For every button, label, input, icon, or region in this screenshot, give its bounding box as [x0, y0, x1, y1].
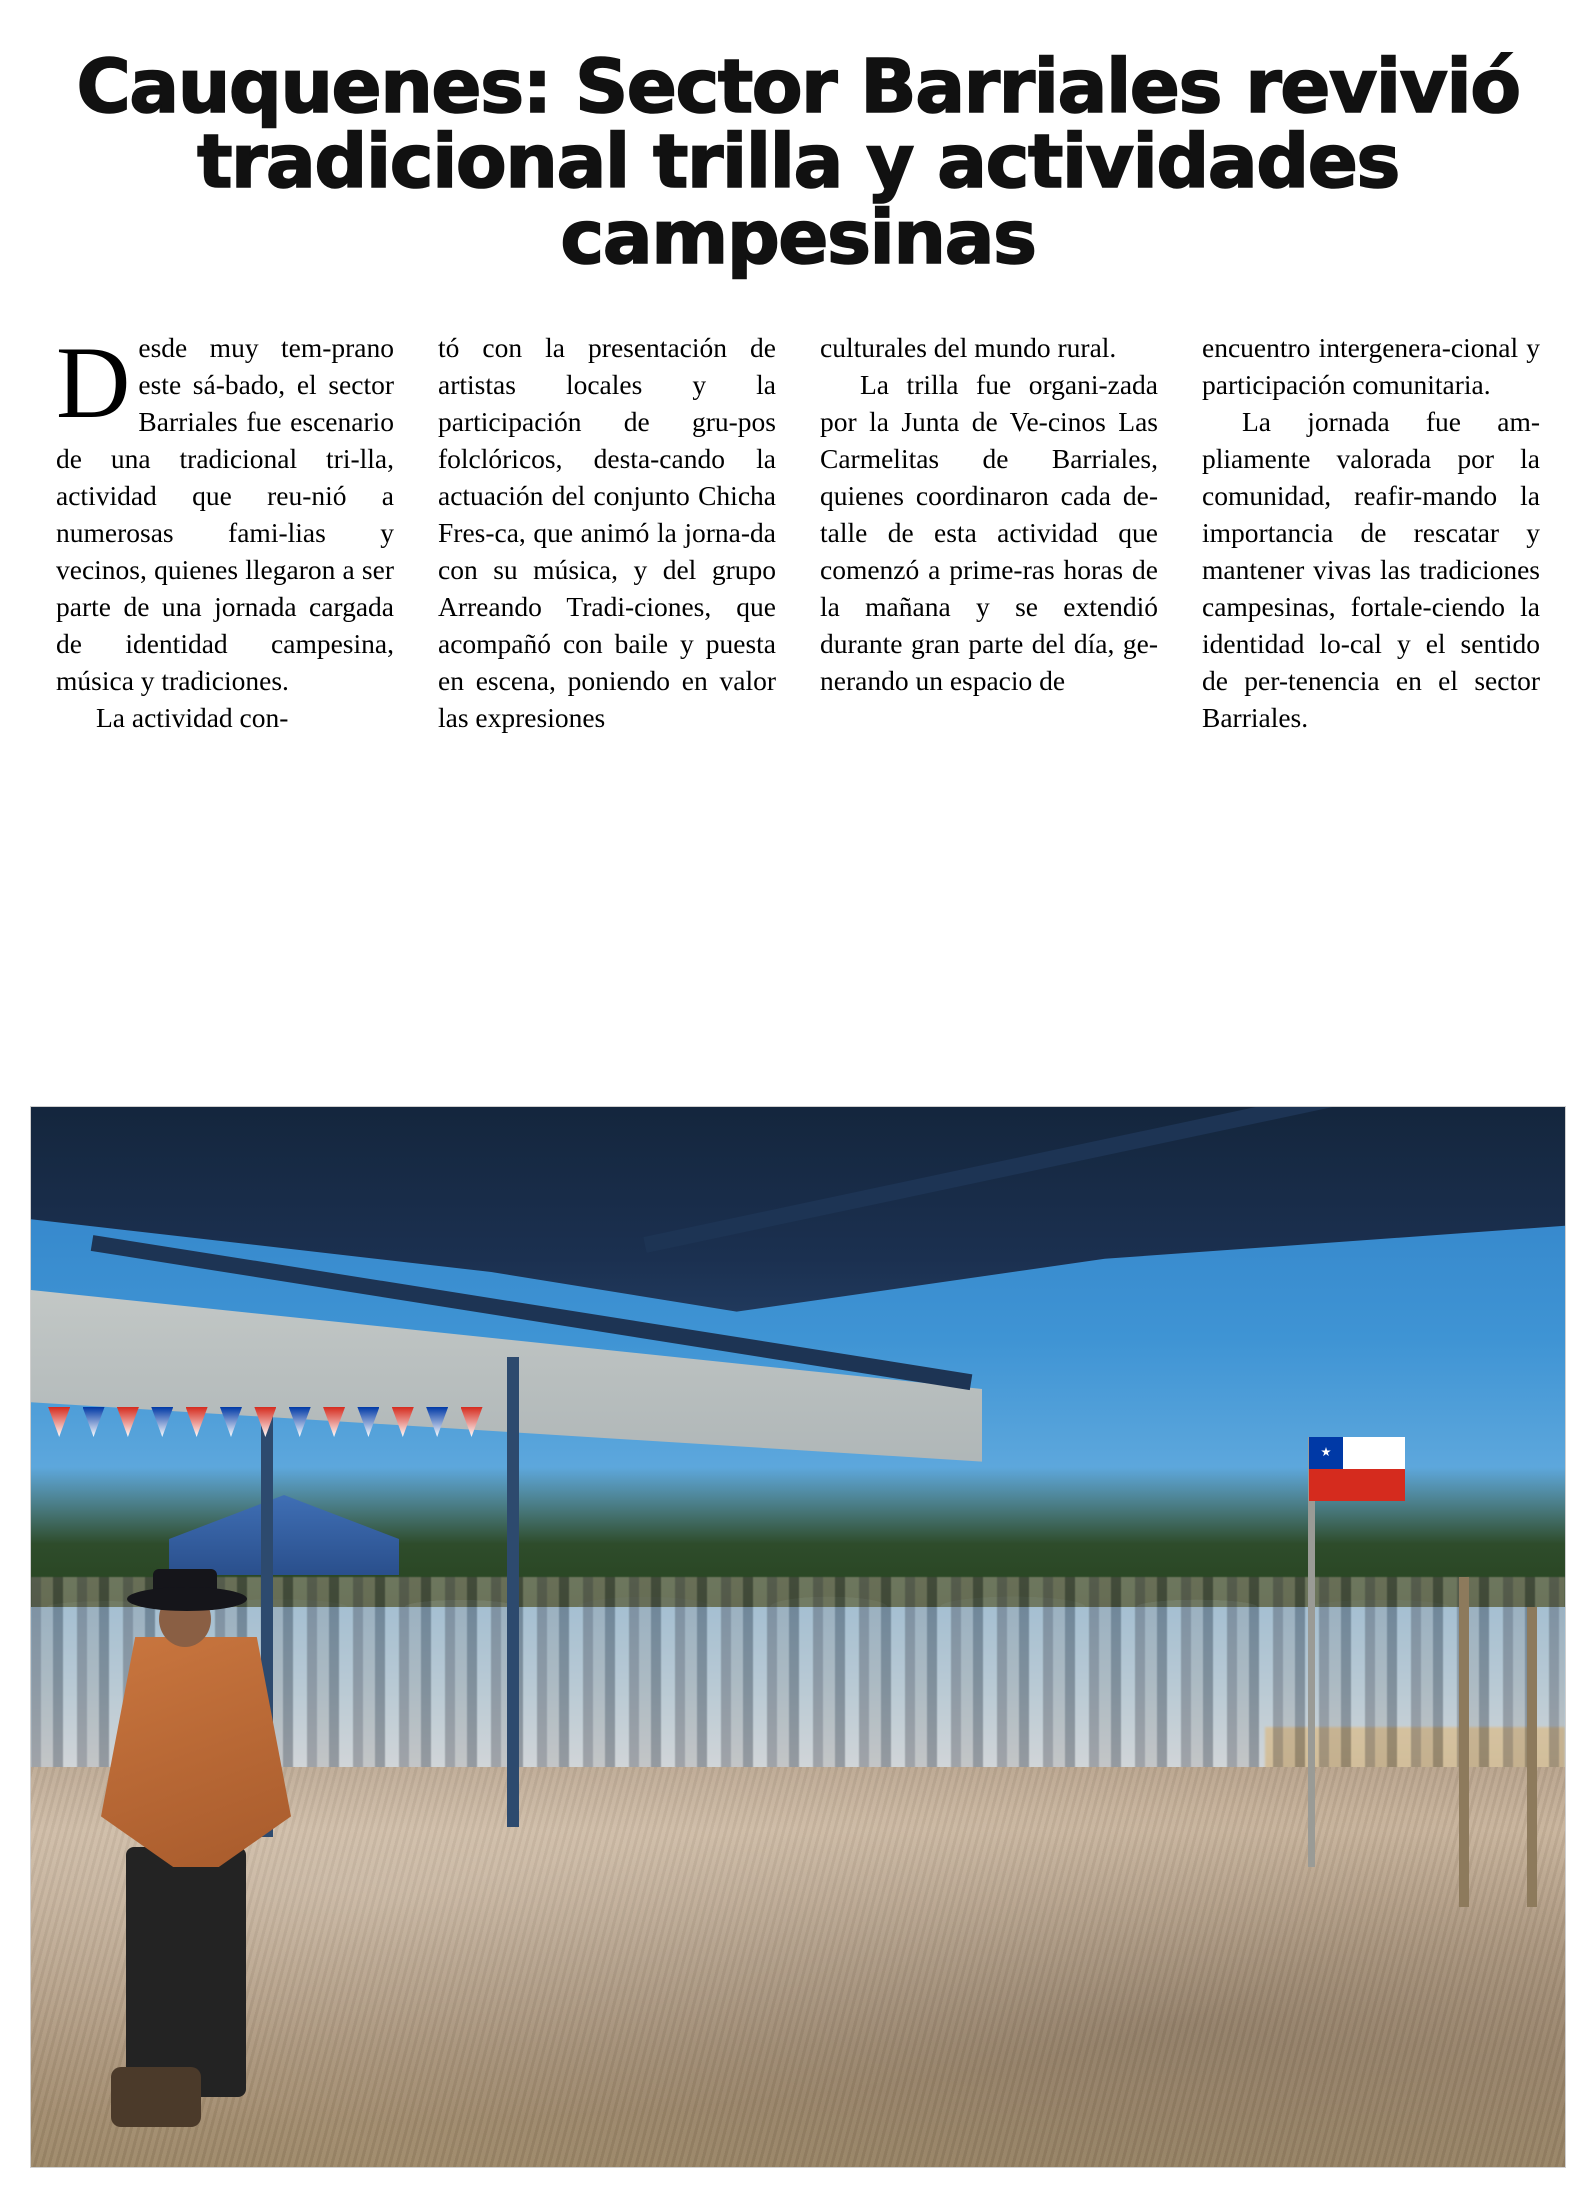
page-title — [66, 44, 1530, 281]
article-column-3 — [820, 330, 1158, 737]
headline-line-2: tradicional trilla y actividades — [197, 119, 1399, 206]
fence-post — [1459, 1577, 1469, 1907]
flag-pole — [1308, 1437, 1315, 1867]
headline-line-3: campesinas — [560, 194, 1036, 281]
paragraph-text: esde muy tem-prano este sá-bado, el sector Barriales fue escenario de una tradicional tri-lla, actividad que reu-nió a numerosas fami-lias y vecinos, quienes llegaron a ser parte de una jornada cargada de identidad campesina, música y tradiciones. — [56, 332, 394, 697]
drop-cap: D — [56, 326, 131, 441]
paragraph: encuentro intergenera-cional y participación comunitaria. — [1202, 332, 1540, 401]
article-body — [44, 326, 1552, 737]
chilean-flag — [1309, 1437, 1405, 1501]
paragraph — [56, 326, 394, 700]
article-column-2 — [438, 330, 776, 737]
paragraph: La actividad con- — [96, 702, 289, 734]
paragraph: La trilla fue organi-zada por la Junta de Ve-cinos Las Carmelitas de Barriales, quienes coordinaron cada de-talle de esta actividad que comenzó a prime-ras horas de la mañana y se extendió durante gran parte del día, ge-nerando un espacio de — [820, 369, 1158, 697]
headline-line-1: Cauquenes: Sector Barriales revivió — [76, 44, 1520, 130]
article-photo — [30, 1106, 1566, 2168]
article-column-1 — [56, 326, 394, 737]
paragraph: La jornada fue am-pliamente valorada por la comunidad, reafir-mando la importancia de rescatar y mantener vivas las tradiciones campesinas, fortale-ciendo la identidad lo-cal y el sentido de per-tenencia en el sector Barriales. — [1202, 406, 1540, 734]
paragraph: culturales del mundo rural. — [820, 332, 1117, 364]
fence-post — [1527, 1607, 1537, 1907]
paragraph: tó con la presentación de artistas locales y la participación de gru-pos folclóricos, desta-cando la actuación del conjunto Chicha Fres-ca, que animó la jorna-da con su música, y del grupo Arreando Tradi-ciones, que acompañó con baile y puesta en escena, poniendo en valor las expresiones — [438, 332, 776, 734]
bunting-flags — [31, 1407, 890, 1477]
photo-scene — [31, 1107, 1565, 2167]
article-column-4 — [1202, 330, 1540, 737]
